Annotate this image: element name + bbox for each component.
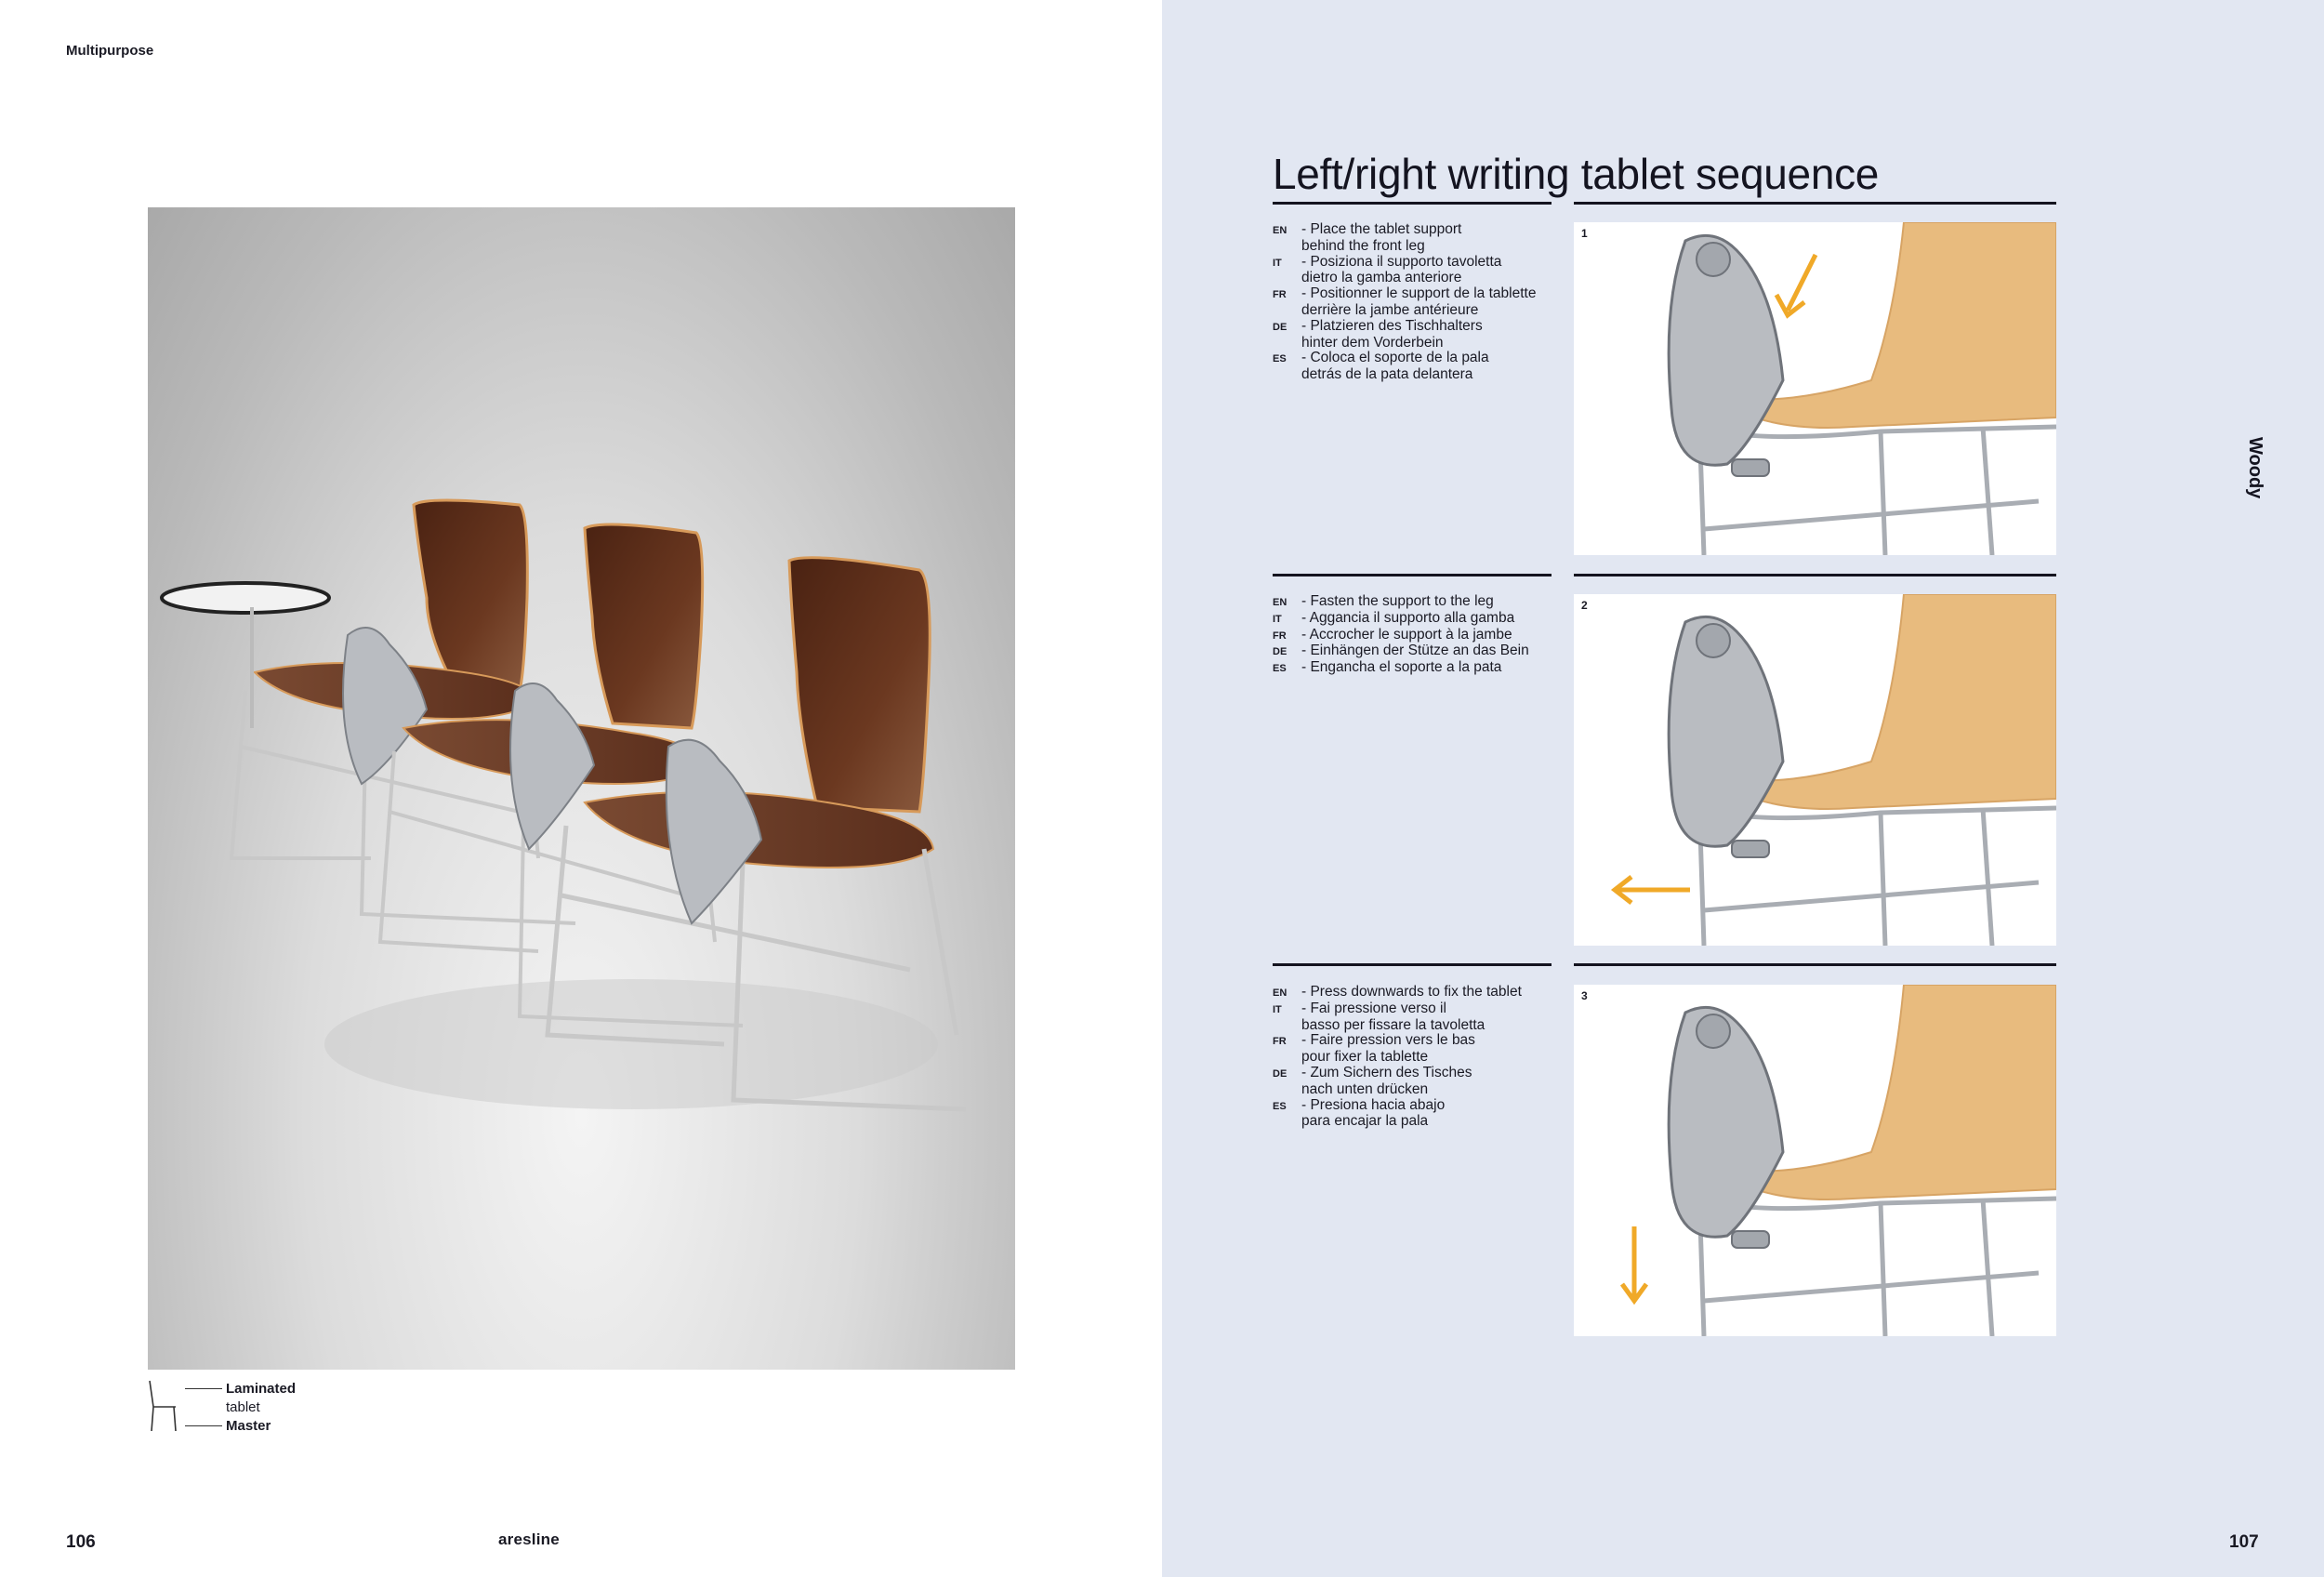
instruction-line — [1273, 367, 1552, 383]
instruction-text: - Fai pressione verso il — [1301, 1000, 1446, 1016]
language-code — [1273, 367, 1301, 383]
assembly-illustration — [1574, 222, 2056, 555]
legend-master: Master — [226, 1417, 271, 1434]
step-2-text — [1273, 594, 1552, 677]
step-3-rule-left — [1273, 963, 1552, 966]
language-code: EN — [1273, 597, 1287, 608]
step-2-rule-right — [1574, 574, 2056, 576]
right-page — [1162, 0, 2324, 1577]
instruction-line — [1273, 1082, 1552, 1098]
step-number: 1 — [1581, 227, 1588, 240]
chairs-illustration — [148, 207, 1015, 1370]
instruction-text: - Place the tablet support — [1301, 221, 1462, 237]
step-number: 3 — [1581, 989, 1588, 1002]
instruction-line — [1273, 628, 1552, 644]
instruction-line — [1273, 1098, 1552, 1115]
language-code — [1273, 1082, 1301, 1098]
language-code — [1273, 336, 1301, 351]
language-code: ES — [1273, 1100, 1287, 1112]
instruction-line — [1273, 1001, 1552, 1018]
instruction-line — [1273, 286, 1552, 303]
language-code — [1273, 271, 1301, 286]
chair-frame — [1699, 422, 2056, 555]
step-1-text — [1273, 222, 1552, 383]
instruction-text: - Coloca el soporte de la pala — [1301, 350, 1489, 366]
instruction-line — [1273, 594, 1552, 611]
instruction-line — [1273, 643, 1552, 660]
chairs-photo — [148, 207, 1015, 1370]
step-1-image — [1574, 222, 2056, 555]
title-rule-left — [1273, 202, 1552, 205]
side-title: Woody — [2245, 437, 2265, 499]
language-code: ES — [1273, 353, 1287, 365]
instruction-text: derrière la jambe antérieure — [1301, 301, 1479, 318]
instruction-text: - Faire pression vers le bas — [1301, 1032, 1475, 1049]
direction-arrow — [1615, 877, 1690, 903]
title-rule-right — [1574, 202, 2056, 205]
language-code: DE — [1273, 646, 1287, 658]
language-code: DE — [1273, 1067, 1287, 1080]
step-3-rule-right — [1574, 963, 2056, 966]
language-code: IT — [1273, 613, 1282, 625]
instruction-text: nach unten drücken — [1301, 1080, 1429, 1097]
legend-row-1 — [185, 1379, 296, 1398]
language-code: FR — [1273, 1036, 1287, 1048]
language-code — [1273, 1050, 1301, 1066]
instruction-text: para encajar la pala — [1301, 1113, 1429, 1130]
instruction-text: detrás de la pata delantera — [1301, 366, 1473, 383]
instruction-line — [1273, 303, 1552, 319]
instruction-text: - Press downwards to fix the tablet — [1301, 984, 1522, 1000]
language-code — [1273, 1018, 1301, 1034]
chair-frame — [1699, 1194, 2056, 1336]
language-code: ES — [1273, 663, 1287, 675]
instruction-text: - Positionner le support de la tablette — [1301, 285, 1537, 302]
step-3-image — [1574, 985, 2056, 1336]
language-code — [1273, 239, 1301, 255]
chair-shell — [1736, 222, 2056, 428]
instruction-text: - Zum Sichern des Tisches — [1301, 1064, 1472, 1080]
step-2-image — [1574, 594, 2056, 946]
legend-row-2 — [185, 1398, 260, 1416]
instruction-line — [1273, 351, 1552, 367]
instruction-line — [1273, 336, 1552, 351]
page-number-left: 106 — [66, 1532, 96, 1552]
instruction-line — [1273, 1050, 1552, 1066]
instruction-text: - Accrocher le support à la jambe — [1301, 626, 1512, 643]
language-code: FR — [1273, 289, 1287, 301]
brand-logo: aresline — [498, 1531, 560, 1548]
instruction-text: pour fixer la tablette — [1301, 1049, 1429, 1066]
instruction-line — [1273, 611, 1552, 628]
instruction-text: dietro la gamba anteriore — [1301, 270, 1462, 286]
instruction-text: hinter dem Vorderbein — [1301, 334, 1444, 351]
legend — [148, 1379, 390, 1435]
instruction-line — [1273, 222, 1552, 239]
language-code: IT — [1273, 257, 1282, 269]
chair-shell — [1736, 594, 2056, 809]
assembly-illustration — [1574, 594, 2056, 946]
direction-arrow — [1622, 1226, 1646, 1301]
chair-shell — [1736, 985, 2056, 1199]
page-title: Left/right writing tablet sequence — [1273, 150, 1880, 198]
page-number-right: 107 — [2229, 1532, 2259, 1552]
language-code: DE — [1273, 321, 1287, 333]
instruction-text: - Fasten the support to the leg — [1301, 593, 1494, 609]
instruction-line — [1273, 271, 1552, 286]
instruction-line — [1273, 1066, 1552, 1082]
instruction-text: - Platzieren des Tischhalters — [1301, 317, 1483, 334]
legend-tablet: tablet — [226, 1398, 260, 1415]
language-code — [1273, 1114, 1301, 1130]
language-code: EN — [1273, 225, 1287, 236]
instruction-text: basso per fissare la tavoletta — [1301, 1016, 1486, 1033]
legend-laminated: Laminated — [226, 1380, 297, 1397]
instruction-line — [1273, 255, 1552, 272]
chair-frame — [1699, 803, 2056, 946]
instruction-line — [1273, 319, 1552, 336]
instruction-line — [1273, 660, 1552, 677]
legend-row-3 — [185, 1416, 271, 1435]
language-code — [1273, 303, 1301, 319]
instruction-text: - Engancha el soporte a la pata — [1301, 659, 1502, 676]
step-2-rule-left — [1273, 574, 1552, 576]
instruction-text: - Aggancia il supporto alla gamba — [1301, 609, 1515, 626]
language-code: EN — [1273, 987, 1287, 999]
instruction-line — [1273, 985, 1552, 1001]
language-code: IT — [1273, 1003, 1282, 1015]
chair-outline-icon — [148, 1379, 181, 1433]
instruction-text: - Einhängen der Stütze an das Bein — [1301, 643, 1529, 659]
step-number: 2 — [1581, 599, 1588, 612]
instruction-line — [1273, 1033, 1552, 1050]
instruction-line — [1273, 1018, 1552, 1034]
language-code: FR — [1273, 629, 1287, 642]
instruction-text: - Posiziona il supporto tavoletta — [1301, 253, 1502, 270]
instruction-text: - Presiona hacia abajo — [1301, 1096, 1446, 1113]
instruction-text: behind the front leg — [1301, 237, 1425, 254]
assembly-illustration — [1574, 985, 2056, 1336]
section-label: Multipurpose — [66, 43, 154, 59]
instruction-line — [1273, 1114, 1552, 1130]
step-3-text — [1273, 985, 1552, 1130]
direction-arrow — [1776, 255, 1816, 315]
instruction-line — [1273, 239, 1552, 255]
